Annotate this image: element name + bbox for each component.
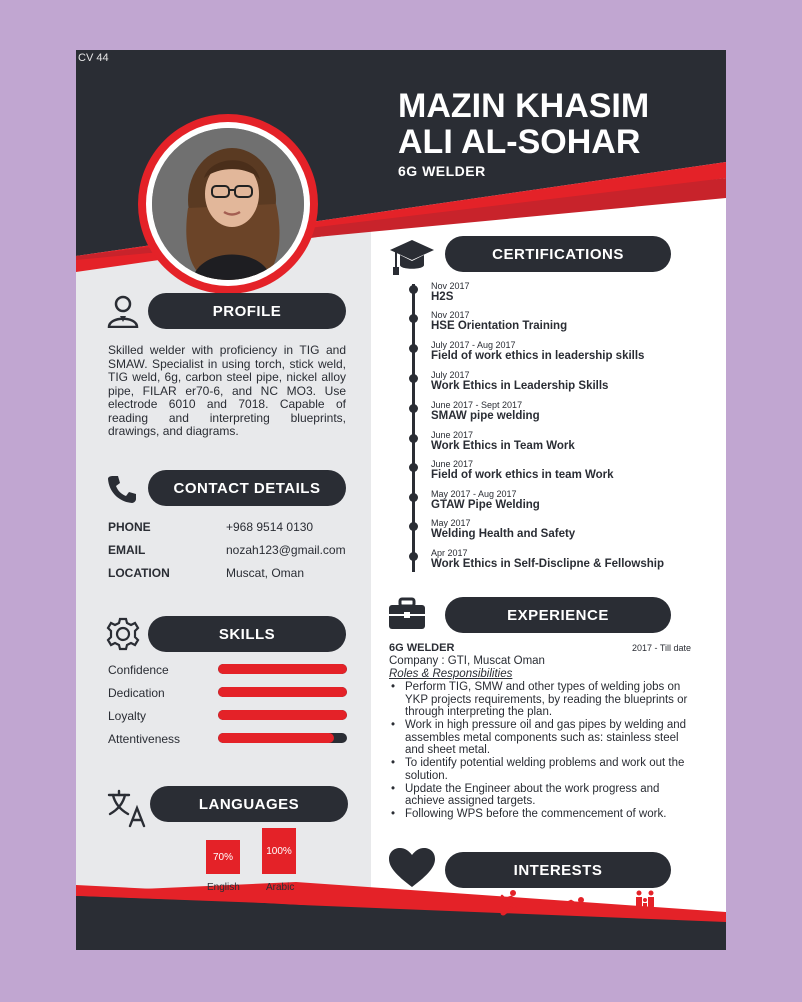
skill-bar (218, 664, 347, 674)
swimming-icon (558, 896, 592, 914)
list-item: • Following WPS before the commencement of work. (389, 808, 699, 821)
user-icon (106, 294, 140, 328)
cert-date: Nov 2017 (431, 281, 470, 291)
heart-icon (388, 847, 436, 889)
timeline-dot (409, 285, 418, 294)
timeline-dot (409, 434, 418, 443)
contact-label: LOCATION (108, 566, 170, 580)
cert-date: June 2017 - Sept 2017 (431, 400, 523, 410)
certifications-heading: CERTIFICATIONS (445, 236, 671, 272)
job-title: 6G WELDER (389, 642, 455, 654)
skills-heading: SKILLS (148, 616, 346, 652)
name-line-2: ALI AL-SOHAR (398, 123, 641, 161)
cv-tag: CV 44 (78, 52, 109, 64)
timeline-dot (409, 522, 418, 531)
cert-date: June 2017 (431, 430, 474, 440)
timeline-dot (409, 374, 418, 383)
cert-title: HSE Orientation Training (431, 320, 568, 332)
cert-date: June 2017 (431, 459, 474, 469)
translate-icon (106, 788, 146, 828)
skill-bar (218, 687, 347, 697)
list-item: • To identify potential welding problems and work out the solution. (389, 757, 699, 782)
timeline-dot (409, 493, 418, 502)
phone-icon (106, 473, 138, 505)
contact-label: EMAIL (108, 543, 146, 557)
timeline-dot (409, 404, 418, 413)
job-period: 2017 - Till date (632, 643, 692, 653)
skill-bar (218, 710, 347, 720)
job-role: 6G WELDER (398, 163, 486, 179)
profile-photo (152, 128, 304, 280)
cv-page (76, 50, 726, 950)
list-item: • Work in high pressure oil and gas pipes by welding and assembles metal components such as: stainless steel and sheet metal. (389, 719, 699, 757)
cert-title: Work Ethics in Self-Disclipne & Fellowship (431, 558, 665, 570)
timeline-dot (409, 314, 418, 323)
language-name: Arabic (266, 882, 295, 893)
timeline-dot (409, 344, 418, 353)
cert-title: Welding Health and Safety (431, 528, 576, 540)
cert-title: Work Ethics in Team Work (431, 440, 575, 452)
skill-name: Attentiveness (108, 732, 181, 746)
skill-bar (218, 733, 347, 743)
english-level: 70% (206, 840, 240, 874)
timeline-dot (409, 552, 418, 561)
graduation-cap-icon (388, 238, 436, 278)
roles-heading: Roles & Responsibilities (389, 668, 513, 680)
cert-date: Nov 2017 (431, 310, 470, 320)
gear-icon (106, 617, 140, 651)
cert-title: Field of work ethics in team Work (431, 469, 614, 481)
phone-value: +968 9514 0130 (226, 520, 314, 534)
list-item: • Perform TIG, SMW and other types of welding jobs on YKP projects requirements, by reading the blueprints or through interpreting the plan. (389, 681, 699, 719)
location-value: Muscat, Oman (226, 566, 305, 580)
skill-name: Loyalty (108, 709, 147, 723)
cert-title: Work Ethics in Leadership Skills (431, 380, 609, 392)
language-name: English (207, 882, 240, 893)
cert-date: July 2017 - Aug 2017 (431, 340, 516, 350)
arabic-level: 100% (262, 828, 296, 874)
job-company: Company : GTI, Muscat Oman (389, 655, 545, 667)
family-icon (634, 890, 656, 916)
profile-heading: PROFILE (148, 293, 346, 329)
cert-date: Apr 2017 (431, 548, 468, 558)
timeline-dot (409, 463, 418, 472)
profile-summary: Skilled welder with proficiency in TIG and SMAW. Specialist in using torch, stick weld, TIG weld, 6g, carbon steel pipe, nickel alloy pipe, FILAR er70-6, and NC MO3. Use electrode 6010 and 7018. Capable of reading and interpreting blueprints, drawings, and diagrams. (108, 343, 346, 438)
experience-heading: EXPERIENCE (445, 597, 671, 633)
name-line-1: MAZIN KHASIM (398, 87, 650, 125)
email-value[interactable]: nozah123@gmail.com (226, 543, 346, 557)
skill-name: Confidence (108, 663, 169, 677)
contact-label: PHONE (108, 520, 151, 534)
skill-name: Dedication (108, 686, 165, 700)
cert-title: SMAW pipe welding (431, 410, 540, 422)
cert-date: July 2017 (431, 370, 470, 380)
profile-photo-frame (138, 114, 318, 294)
briefcase-icon (387, 597, 427, 631)
cert-title: GTAW Pipe Welding (431, 499, 540, 511)
cert-date: May 2017 (431, 518, 471, 528)
responsibilities-list (389, 681, 699, 821)
cert-title: H2S (431, 291, 454, 303)
languages-heading: LANGUAGES (150, 786, 348, 822)
contact-heading: CONTACT DETAILS (148, 470, 346, 506)
candidate-name (398, 88, 649, 160)
football-icon (499, 890, 523, 916)
cert-date: May 2017 - Aug 2017 (431, 489, 517, 499)
cert-title: Field of work ethics in leadership skills (431, 350, 645, 362)
list-item: • Update the Engineer about the work progress and achieve assigned targets. (389, 783, 699, 808)
interests-heading: INTERESTS (445, 852, 671, 888)
